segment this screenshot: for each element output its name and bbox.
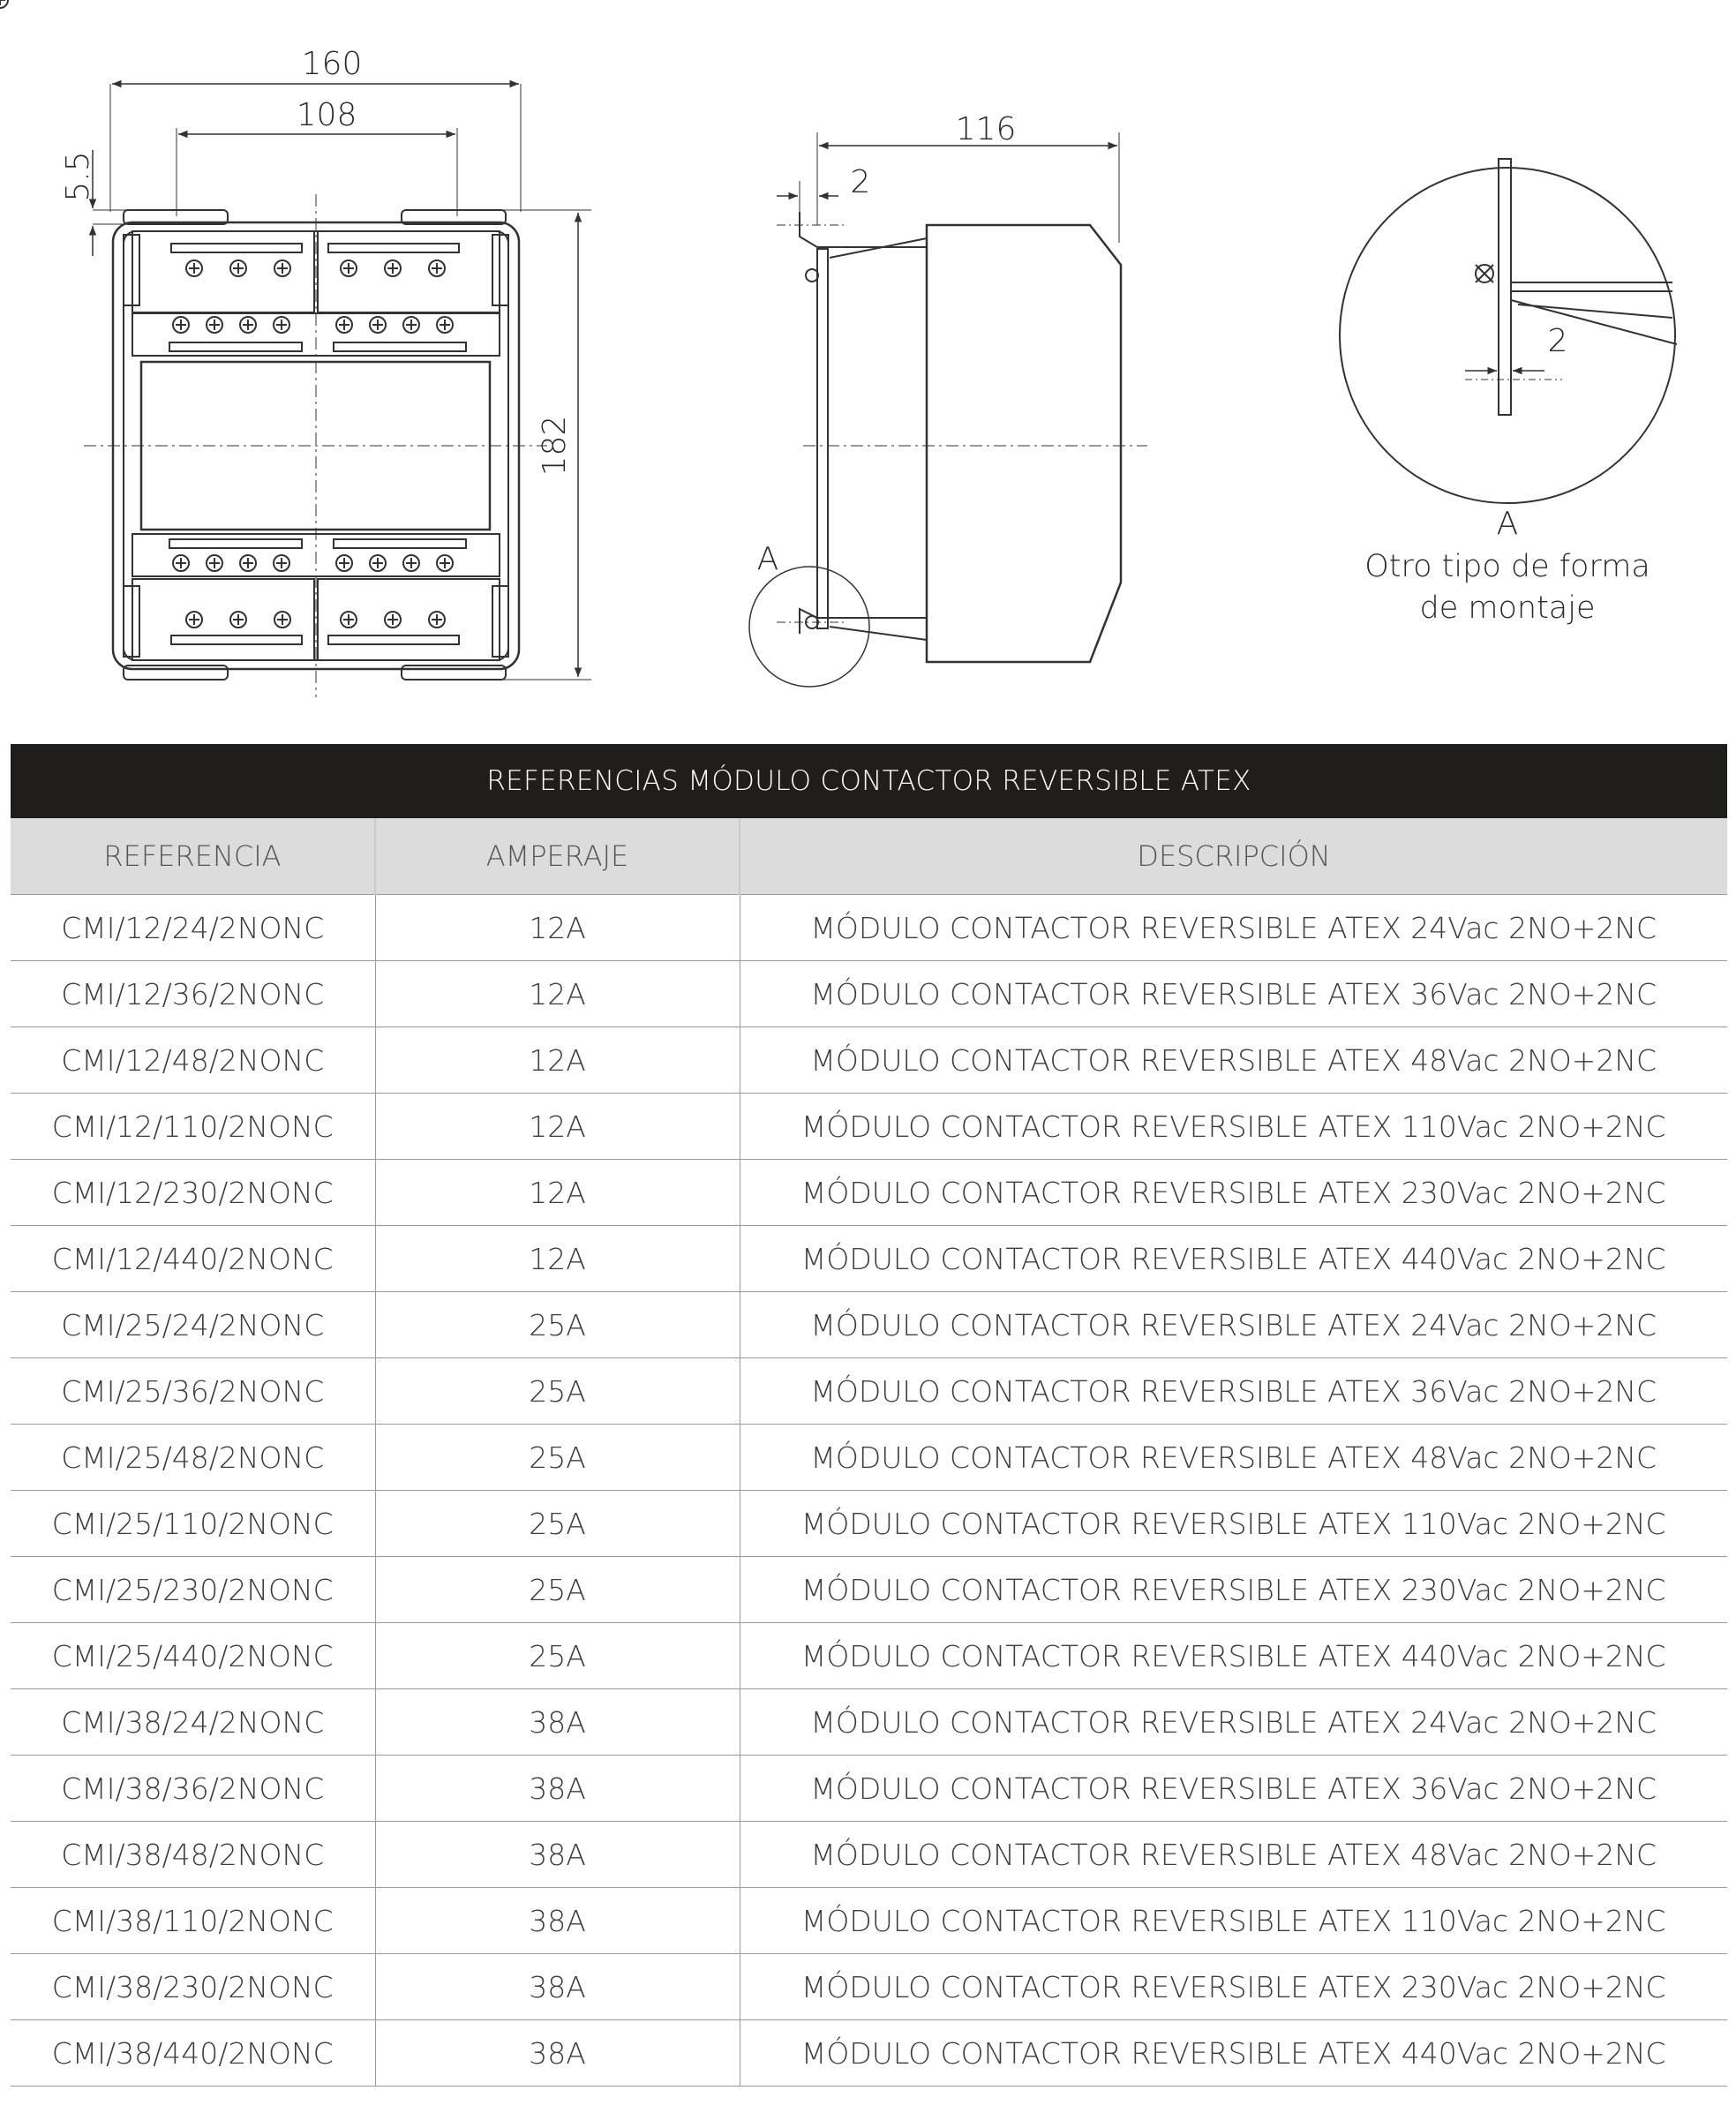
table-row	[11, 895, 1727, 961]
table-row	[11, 1954, 1727, 2020]
cell-referencia: CMI/25/110/2NONC	[11, 1491, 375, 1557]
table-header-row	[11, 818, 1727, 895]
cell-amperaje: 25A	[375, 1292, 740, 1358]
cell-referencia: CMI/12/110/2NONC	[11, 1094, 375, 1160]
cell-referencia: CMI/38/440/2NONC	[11, 2020, 375, 2087]
table-row	[11, 1160, 1727, 1226]
table-row	[11, 1557, 1727, 1623]
cell-amperaje: 25A	[375, 1425, 740, 1491]
cell-referencia: CMI/25/36/2NONC	[11, 1358, 375, 1425]
table-row	[11, 1027, 1727, 1094]
table-row	[11, 1226, 1727, 1292]
cell-amperaje: 25A	[375, 1491, 740, 1557]
table-title: REFERENCIAS MÓDULO CONTACTOR REVERSIBLE ATEX	[11, 744, 1727, 818]
dim-2-label: 2	[850, 164, 871, 200]
dim-5-5-label: 5.5	[60, 151, 96, 202]
cell-referencia: CMI/25/440/2NONC	[11, 1623, 375, 1689]
cell-descripcion: MÓDULO CONTACTOR REVERSIBLE ATEX 440Vac 2NO+2NC	[740, 2020, 1727, 2087]
cell-amperaje: 12A	[375, 1226, 740, 1292]
cell-amperaje: 25A	[375, 1557, 740, 1623]
cell-referencia: CMI/38/24/2NONC	[11, 1689, 375, 1756]
header-descripcion: DESCRIPCIÓN	[740, 818, 1727, 895]
cell-descripcion: MÓDULO CONTACTOR REVERSIBLE ATEX 48Vac 2NO+2NC	[740, 1822, 1727, 1888]
cell-descripcion: MÓDULO CONTACTOR REVERSIBLE ATEX 24Vac 2NO+2NC	[740, 1689, 1727, 1756]
table-row	[11, 1491, 1727, 1557]
cell-descripcion: MÓDULO CONTACTOR REVERSIBLE ATEX 230Vac 2NO+2NC	[740, 1954, 1727, 2020]
cell-referencia: CMI/25/24/2NONC	[11, 1292, 375, 1358]
cell-amperaje: 12A	[375, 1027, 740, 1094]
cell-descripcion: MÓDULO CONTACTOR REVERSIBLE ATEX 24Vac 2NO+2NC	[740, 895, 1727, 961]
cell-amperaje: 38A	[375, 2020, 740, 2087]
cell-amperaje: 12A	[375, 1094, 740, 1160]
table-row	[11, 1292, 1727, 1358]
cell-referencia: CMI/12/36/2NONC	[11, 961, 375, 1027]
cell-amperaje: 25A	[375, 1623, 740, 1689]
cell-descripcion: MÓDULO CONTACTOR REVERSIBLE ATEX 110Vac 2NO+2NC	[740, 1094, 1727, 1160]
cell-descripcion: MÓDULO CONTACTOR REVERSIBLE ATEX 230Vac 2NO+2NC	[740, 1160, 1727, 1226]
cell-descripcion: MÓDULO CONTACTOR REVERSIBLE ATEX 48Vac 2NO+2NC	[740, 1027, 1727, 1094]
cell-referencia: CMI/38/230/2NONC	[11, 1954, 375, 2020]
cell-descripcion: MÓDULO CONTACTOR REVERSIBLE ATEX 440Vac 2NO+2NC	[740, 1226, 1727, 1292]
table-row	[11, 961, 1727, 1027]
cell-referencia: CMI/12/230/2NONC	[11, 1160, 375, 1226]
cell-amperaje: 38A	[375, 1822, 740, 1888]
cell-referencia: CMI/38/48/2NONC	[11, 1822, 375, 1888]
cell-referencia: CMI/25/230/2NONC	[11, 1557, 375, 1623]
cell-descripcion: MÓDULO CONTACTOR REVERSIBLE ATEX 230Vac 2NO+2NC	[740, 1557, 1727, 1623]
cell-referencia: CMI/38/36/2NONC	[11, 1756, 375, 1822]
references-table-section	[11, 744, 1727, 2087]
cell-referencia: CMI/12/24/2NONC	[11, 895, 375, 961]
cell-amperaje: 25A	[375, 1358, 740, 1425]
dim-182-label: 182	[537, 415, 573, 477]
table-row	[11, 1756, 1727, 1822]
cell-descripcion: MÓDULO CONTACTOR REVERSIBLE ATEX 24Vac 2NO+2NC	[740, 1292, 1727, 1358]
table-row	[11, 1094, 1727, 1160]
cell-descripcion: MÓDULO CONTACTOR REVERSIBLE ATEX 440Vac 2NO+2NC	[740, 1623, 1727, 1689]
table-row	[11, 1689, 1727, 1756]
technical-drawings	[0, 0, 1736, 733]
cell-amperaje: 38A	[375, 1689, 740, 1756]
detail-marker: A	[1496, 506, 1519, 542]
table-row	[11, 2020, 1727, 2087]
header-referencia: REFERENCIA	[11, 818, 375, 895]
table-row	[11, 1623, 1727, 1689]
cell-amperaje: 12A	[375, 961, 740, 1027]
dim-detail-2-label: 2	[1547, 323, 1568, 359]
cell-referencia: CMI/12/48/2NONC	[11, 1027, 375, 1094]
table-row	[11, 1425, 1727, 1491]
cell-descripcion: MÓDULO CONTACTOR REVERSIBLE ATEX 36Vac 2NO+2NC	[740, 1358, 1727, 1425]
cell-descripcion: MÓDULO CONTACTOR REVERSIBLE ATEX 36Vac 2NO+2NC	[740, 961, 1727, 1027]
cell-referencia: CMI/25/48/2NONC	[11, 1425, 375, 1491]
cell-amperaje: 38A	[375, 1888, 740, 1954]
cell-amperaje: 12A	[375, 895, 740, 961]
detail-caption-line2: de montaje	[1419, 590, 1596, 626]
detail-caption-line1: Otro tipo de forma	[1364, 549, 1650, 584]
dim-160-label: 160	[301, 46, 363, 82]
table-row	[11, 1888, 1727, 1954]
dim-108-label: 108	[296, 97, 357, 133]
cell-amperaje: 38A	[375, 1954, 740, 2020]
side-view	[749, 132, 1147, 687]
table-row	[11, 1822, 1727, 1888]
dim-116-label: 116	[955, 111, 1017, 147]
references-table	[11, 818, 1727, 2087]
cell-amperaje: 12A	[375, 1160, 740, 1226]
cell-referencia: CMI/38/110/2NONC	[11, 1888, 375, 1954]
detail-view	[1340, 159, 1677, 503]
table-row	[11, 1358, 1727, 1425]
cell-amperaje: 38A	[375, 1756, 740, 1822]
cell-descripcion: MÓDULO CONTACTOR REVERSIBLE ATEX 110Vac 2NO+2NC	[740, 1888, 1727, 1954]
cell-descripcion: MÓDULO CONTACTOR REVERSIBLE ATEX 36Vac 2NO+2NC	[740, 1756, 1727, 1822]
cell-referencia: CMI/12/440/2NONC	[11, 1226, 375, 1292]
detail-marker-side: A	[756, 541, 779, 577]
cell-descripcion: MÓDULO CONTACTOR REVERSIBLE ATEX 48Vac 2NO+2NC	[740, 1425, 1727, 1491]
header-amperaje: AMPERAJE	[375, 818, 740, 895]
front-view	[84, 84, 591, 697]
cell-descripcion: MÓDULO CONTACTOR REVERSIBLE ATEX 110Vac 2NO+2NC	[740, 1491, 1727, 1557]
